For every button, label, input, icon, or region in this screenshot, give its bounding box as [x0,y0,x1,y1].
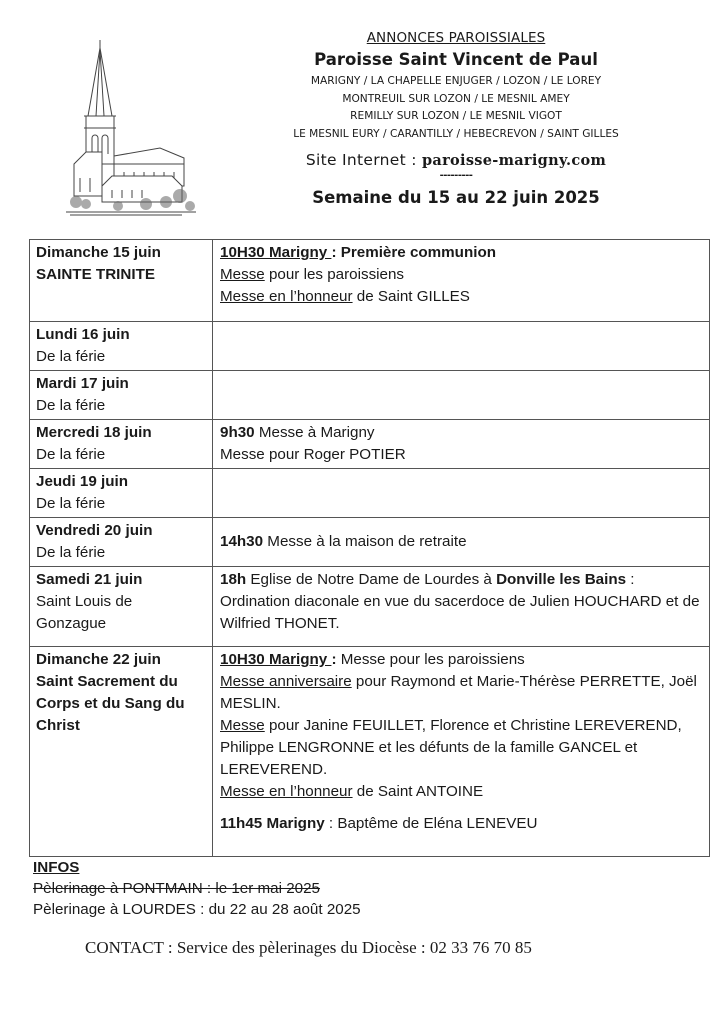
info-item: Pèlerinage à LOURDES : du 22 au 28 août 2025 [33,901,361,918]
event-line [220,569,703,591]
event-text: pour Raymond et Marie-Thérèse PERRETTE, Joël MESLIN. [220,673,697,712]
day-cell [30,322,213,371]
event-time: 11h45 Marigny [220,815,325,832]
infos-title: INFOS [33,859,80,876]
town-line: MARIGNY / LA CHAPELLE ENJUGER / LOZON / LE LOREY [310,75,602,87]
day-name: Jeudi 19 juin [36,473,128,490]
day-name: Samedi 21 juin [36,571,143,588]
day-feast: De la férie [36,544,106,561]
event-text: de Saint ANTOINE [352,783,484,800]
events-cell [213,322,710,371]
event-line [220,264,703,286]
event-place: Donville les Bains [496,571,627,588]
day-feast: De la férie [36,495,106,512]
event-line [220,715,703,781]
website-url: paroisse-marigny.com [421,152,607,169]
table-row [30,420,710,469]
table-row [30,518,710,567]
event-line [220,649,703,671]
day-cell [30,518,213,567]
table-row [30,567,710,647]
event-text: Messe pour les paroissiens [340,651,525,668]
parish-name: Paroisse Saint Vincent de Paul [314,50,598,69]
event-type: Messe en l’honneur [220,783,353,800]
table-row [30,322,710,371]
event-time: 10H30 Marigny [220,244,332,261]
events-cell [213,371,710,420]
event-time: 9h30 [220,424,255,441]
separator: --------- [439,170,473,181]
event-line [220,242,703,264]
day-cell [30,371,213,420]
event-line [220,813,703,835]
events-cell [213,567,710,647]
event-line: Ordination diaconale en vue du sacerdoce de Julien HOUCHARD et de Wilfried THONET. [220,593,700,632]
event-text: Messe à Marigny [254,424,375,441]
event-text: Première communion [340,244,497,261]
day-feast: Gonzague [36,615,107,632]
town-line: LE MESNIL EURY / CARANTILLY / HEBECREVON / SAINT GILLES [293,127,619,140]
table-row [30,240,710,322]
table-row [30,469,710,518]
website-line [262,151,650,169]
event-text: de Saint GILLES [352,288,470,305]
day-name: Lundi 16 juin [36,326,130,343]
event-time: 14h30 [220,533,264,550]
event-text: pour Janine FEUILLET, Florence et Christine LEREVEREND, Philippe LENGRONNE et les défunts de la famille GANCEL et LEREVEREND. [220,717,682,778]
day-name: Vendredi 20 juin [36,522,153,539]
announcement-kicker: ANNONCES PAROISSIALES [366,30,546,46]
day-cell [30,647,213,857]
events-cell [213,469,710,518]
day-feast: De la férie [36,446,106,463]
event-type: Messe [220,266,265,283]
event-time: 10H30 Marigny [220,651,332,668]
events-cell [213,420,710,469]
event-text: Messe à la maison de retraite [263,533,467,550]
church-illustration-icon [62,36,202,218]
table-row [30,371,710,420]
day-cell [30,240,213,322]
event-line [220,286,703,308]
document-header [262,30,650,207]
event-sep: : [331,244,341,261]
event-line: Messe pour Roger POTIER [220,446,406,463]
event-line [220,671,703,715]
info-cancelled: Pèlerinage à PONTMAIN : le 1er mai 2025 [33,880,321,897]
event-sep: : [331,651,341,668]
event-type: Messe [220,717,265,734]
events-cell [213,518,710,567]
events-cell [213,647,710,857]
website-label: Site Internet : [305,151,422,169]
day-cell [30,567,213,647]
schedule-table [29,239,710,857]
day-name: Dimanche 15 juin [36,244,161,261]
event-sep: : [626,571,635,588]
table-row [30,647,710,857]
day-cell [30,469,213,518]
day-name: Mardi 17 juin [36,375,129,392]
event-line [220,531,703,553]
week-title: Semaine du 15 au 22 juin 2025 [312,188,600,207]
day-feast: Saint Sacrement du Corps et du Sang du Christ [36,673,185,734]
day-name: Dimanche 22 juin [36,651,161,668]
event-text: pour les paroissiens [264,266,405,283]
event-line [220,781,703,803]
events-cell [213,240,710,322]
event-time: 18h [220,571,247,588]
day-feast: Saint Louis de [36,593,133,610]
day-name: Mercredi 18 juin [36,424,152,441]
day-feast: SAINTE TRINITE [36,266,155,283]
event-text: : Baptême de Eléna LENEVEU [324,815,538,832]
event-type: Messe anniversaire [220,673,352,690]
event-type: Messe en l’honneur [220,288,353,305]
town-line: REMILLY SUR LOZON / LE MESNIL VIGOT [350,110,562,122]
town-line: MONTREUIL SUR LOZON / LE MESNIL AMEY [342,92,570,105]
event-text: Eglise de Notre Dame de Lourdes à [246,571,497,588]
infos-section [33,857,673,920]
day-cell [30,420,213,469]
event-line [220,422,703,444]
day-feast: De la férie [36,397,106,414]
contact-line: CONTACT : Service des pèlerinages du Diocèse : 02 33 76 70 85 [85,938,532,957]
day-feast: De la férie [36,348,106,365]
